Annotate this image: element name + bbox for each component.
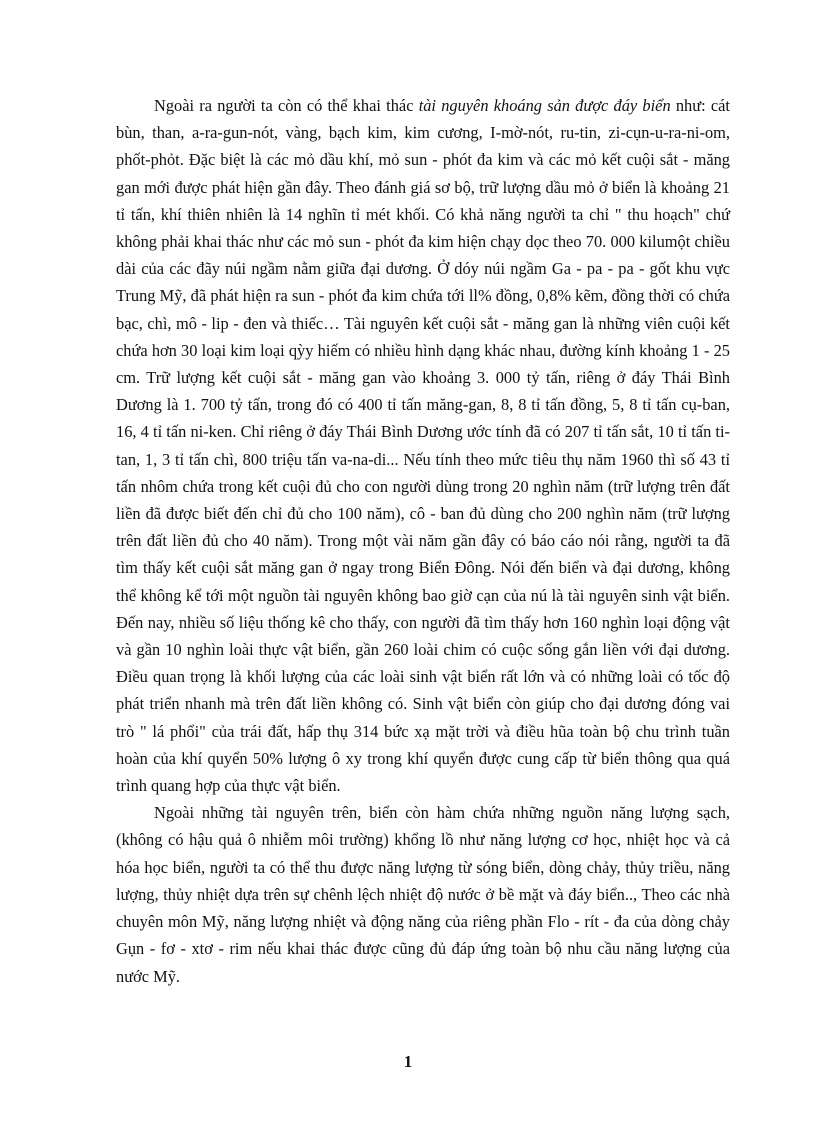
page-number: 1 — [403, 1052, 413, 1071]
paragraph-body-text: như: cát bùn, than, a-ra-gun-nót, vàng, bạch kim, kim cương, I-mờ-nót, ru-tin, zi-cụn-u-ra-ni-om, phốt-phỏt. Đặc biệt là các mỏ dầu khí, mỏ sun - phót đa kim và các mỏ kết cuội sắt - măng gan mới được phát hiện gần đây. Theo đánh giá sơ bộ, trữ lượng dầu mỏ ở biển là khoảng 21 tỉ tấn, khí thiên nhiên là 14 nghĩn tỉ mét khối. Có khả năng người ta chỉ " thu hoạch" chứ không phải khai thác như các mỏ sun - phót đa kim hiện chạy dọc theo 70. 000 kilumột chiều dài của các đãy núi ngầm nằm giữa đại dương. Ở dóy núi ngầm Ga - pa - pa - gốt khu vực Trung Mỹ, đã phát hiện ra sun - phót đa kim chứa tới ll% đồng, 0,8% kẽm, đồng thời có chứa bạc, chì, mô - lip - đen và thiếc… Tài nguyên kết cuội sắt - măng gan là những viên cuội kết chứa hơn 30 loại kim loại qỳy hiếm có nhiều hình dạng khác nhau, đường kính khoảng 1 - 25 cm. Trữ lượng kết cuội sắt - măng gan vào khoảng 3. 000 tỷ tấn, riêng ở đáy Thái Bình Dương là 1. 700 tỷ tấn, trong đó có 400 tỉ tấn măng-gan, 8, 8 tỉ tấn đồng, 5, 8 tỉ tấn cụ-ban, 16, 4 tỉ tấn ni-ken. Chỉ riêng ở đáy Thái Bình Dương ước tính đã có 207 tỉ tấn sắt, 10 tỉ tấn ti-tan, 1, 3 tỉ tấn chì, 800 triệu tấn va-na-di... Nếu tính theo mức tiêu thụ năm 1960 thì số 43 tỉ tấn nhôm chứa trong kết cuội đủ cho con người dùng trong 20 nghìn năm (trữ lượng trên đất liền đã được biết đến chỉ đủ cho 100 năm), cô - ban đủ dùng cho 200 nghìn năm (trữ lượng trên đất liền đủ cho 40 năm). Trong một vài năm gần đây có báo cáo nói rằng, người ta đã tìm thấy kết cuội sắt măng gan ở ngay trong Biển Đông. Nói đến biển và đại dương, không thể không kể tới một nguồn tài nguyên không bao giờ cạn của nú là tài nguyên sinh vật biển. Đến nay, nhiều số liệu thống kê cho thấy, con người đã tìm thấy hơn 160 nghìn loại động vật và gần 10 nghìn loài thực vật biển, gần 260 loài chim có cuộc sống gắn liền với đại dương. Điều quan trọng là khối lượng của các loài sinh vật biển rất lớn và có những loài có tốc độ phát triển nhanh mà trên đất liền không có. Sinh vật biển còn giúp cho đại dương đóng vai trò " lá phổi" của trái đất, hấp thụ 314 bức xạ mặt trời và điều hũa toàn bộ chu trình tuần hoàn của khí quyển 50% lượng ô xy trong khí quyển được cung cấp từ biển thông qua quá trình quang hợp của thực vật biển. — [116, 96, 730, 796]
paragraph-lead-text: Ngoài ra người ta còn có thể khai thác — [154, 96, 419, 115]
paragraph-mineral-resources — [116, 92, 730, 799]
emphasized-phrase: tài nguyên khoáng sản được đáy biển — [418, 96, 671, 115]
paragraph-energy-resources: Ngoài những tài nguyên trên, biển còn hàm chứa những nguồn năng lượng sạch, (không có hậu quả ô nhiễm môi trường) khổng lồ như năng lượng cơ học, nhiệt học và cả hóa học biển, người ta có thể thu được năng lượng từ sóng biển, dòng chảy, thủy triều, năng lượng, thủy nhiệt dựa trên sự chênh lệch nhiệt độ nước ở bề mặt và đáy biển.., Theo các nhà chuyên môn Mỹ, năng lượng nhiệt và động năng của riêng phần Flo - rít - đa của dòng chảy Gụn - fơ - xtơ - rim nếu khai thác được cũng đủ đáp ứng toàn bộ nhu cầu năng lượng của nước Mỹ. — [116, 803, 730, 986]
document-body — [116, 92, 730, 990]
